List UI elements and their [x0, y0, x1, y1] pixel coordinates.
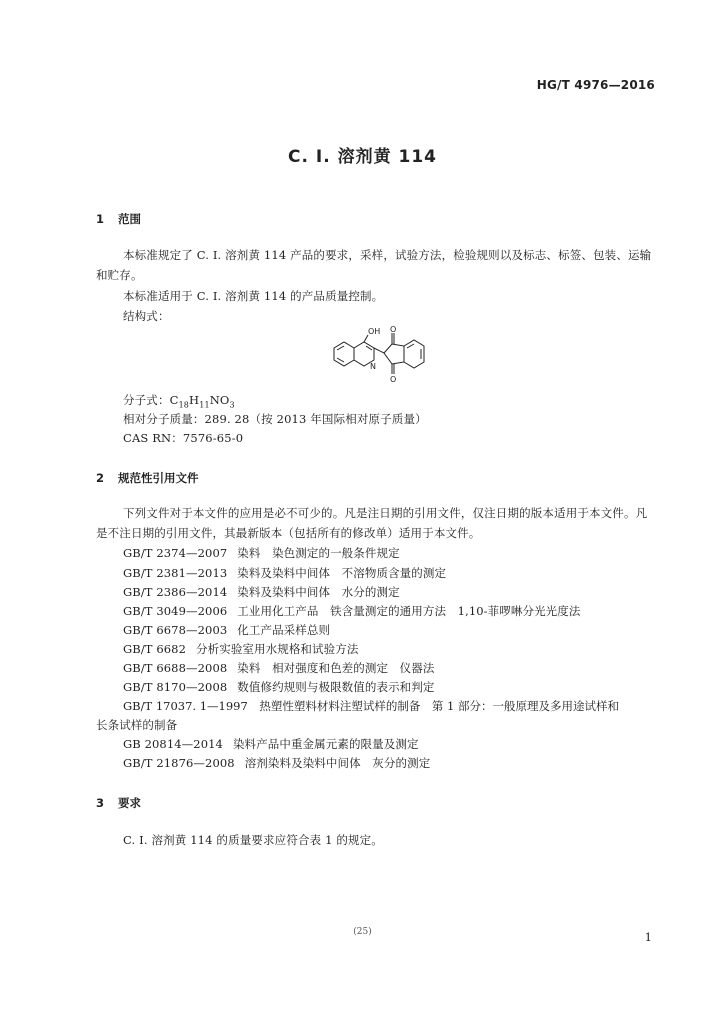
- structure-o-bottom-label: O: [390, 375, 397, 384]
- section-title: 规范性引用文件: [118, 471, 199, 485]
- reference-item-long-continued: 长条试样的制备: [96, 718, 178, 732]
- reference-code: GB/T 2374—2007: [123, 546, 228, 560]
- reference-code: GB/T 8170—2008: [123, 680, 228, 694]
- reference-title: 染料及染料中间体 不溶物质含量的测定: [237, 566, 447, 580]
- reference-item: [123, 679, 434, 695]
- reference-item: [123, 603, 580, 619]
- reference-item: [123, 641, 358, 657]
- reference-code: GB/T 6688—2008: [123, 661, 228, 675]
- section-title: 要求: [118, 796, 141, 810]
- reference-code: GB/T 2386—2014: [123, 585, 228, 599]
- reference-item: [123, 660, 434, 676]
- reference-title: 染料产品中重金属元素的限量及测定: [232, 737, 419, 751]
- scope-paragraph-1: 本标准规定了 C. I. 溶剂黄 114 产品的要求，采样，试验方法，检验规则以及标志、标签、包装、运输和贮存。: [96, 248, 652, 282]
- reference-title: 工业用化工产品 铁含量测定的通用方法 1,10-菲啰啉分光光度法: [237, 604, 581, 618]
- page-number: 1: [644, 930, 652, 944]
- reference-item: [123, 736, 419, 752]
- cas-number: CAS RN：7576-65-0: [123, 431, 244, 445]
- section-heading-requirements: [96, 795, 141, 811]
- reference-title: 染料 相对强度和色差的测定 仪器法: [237, 661, 435, 675]
- requirements-text: C. I. 溶剂黄 114 的质量要求应符合表 1 的规定。: [123, 833, 383, 847]
- formula-no: NO: [209, 393, 230, 407]
- structural-formula: [320, 322, 440, 384]
- reference-code: GB/T 21876—2008: [123, 756, 235, 770]
- formula-h: H: [189, 393, 200, 407]
- reference-title: 染料及染料中间体 水分的测定: [237, 585, 400, 599]
- reference-item: [123, 565, 446, 581]
- structure-o-top-label: O: [390, 325, 397, 334]
- reference-title: 化工产品采样总则: [237, 623, 331, 637]
- reference-title: 染料 染色测定的一般条件规定: [237, 546, 400, 560]
- section-number: 2: [96, 471, 105, 485]
- formula-h-subscript: 11: [199, 400, 210, 410]
- reference-item: [123, 622, 330, 638]
- molecular-mass: 相对分子质量：289. 28（按 2013 年国际相对原子质量）: [123, 412, 427, 426]
- structure-label: 结构式：: [123, 309, 170, 323]
- section-title: 范围: [118, 212, 141, 226]
- reference-item: [123, 545, 400, 561]
- reference-code: GB/T 6678—2003: [123, 623, 228, 637]
- structure-n-label: N: [370, 362, 376, 371]
- reference-title: 分析实验室用水规格和试验方法: [196, 642, 359, 656]
- scope-paragraph-2: 本标准适用于 C. I. 溶剂黄 114 的产品质量控制。: [123, 289, 384, 303]
- reference-item-long: GB/T 17037. 1—1997 热塑性塑料材料注塑试样的制备 第 1 部分：一般原理及多用途试样和: [123, 699, 619, 713]
- reference-title: 数值修约规则与极限数值的表示和判定: [237, 680, 435, 694]
- section-number: 3: [96, 796, 105, 810]
- section-heading-normative-references: [96, 470, 199, 486]
- standard-code: HG/T 4976—2016: [536, 78, 655, 92]
- reference-title: 溶剂染料及染料中间体 灰分的测定: [244, 756, 431, 770]
- normative-intro: 下列文件对于本文件的应用是必不可少的。凡是注日期的引用文件，仅注日期的版本适用于本文件。凡是不注日期的引用文件，其最新版本（包括所有的修改单）适用于本文件。: [96, 506, 648, 540]
- reference-item: [123, 584, 400, 600]
- formula-c-subscript: 18: [178, 400, 190, 410]
- reference-item: [123, 755, 430, 771]
- structure-oh-label: OH: [368, 327, 381, 336]
- formula-label: 分子式：: [123, 393, 170, 407]
- molecular-formula: [123, 392, 235, 409]
- reference-code: GB 20814—2014: [123, 737, 223, 751]
- reference-code: GB/T 3049—2006: [123, 604, 228, 618]
- reference-code: GB/T 2381—2013: [123, 566, 228, 580]
- document-title: C. I. 溶剂黄 114: [288, 147, 437, 167]
- section-number: 1: [96, 212, 105, 226]
- formula-o-subscript: 3: [229, 400, 235, 410]
- footer-page-mark: (25): [353, 927, 372, 937]
- formula-c: C: [169, 393, 179, 407]
- reference-code: GB/T 6682: [123, 642, 187, 656]
- section-heading-scope: [96, 211, 141, 227]
